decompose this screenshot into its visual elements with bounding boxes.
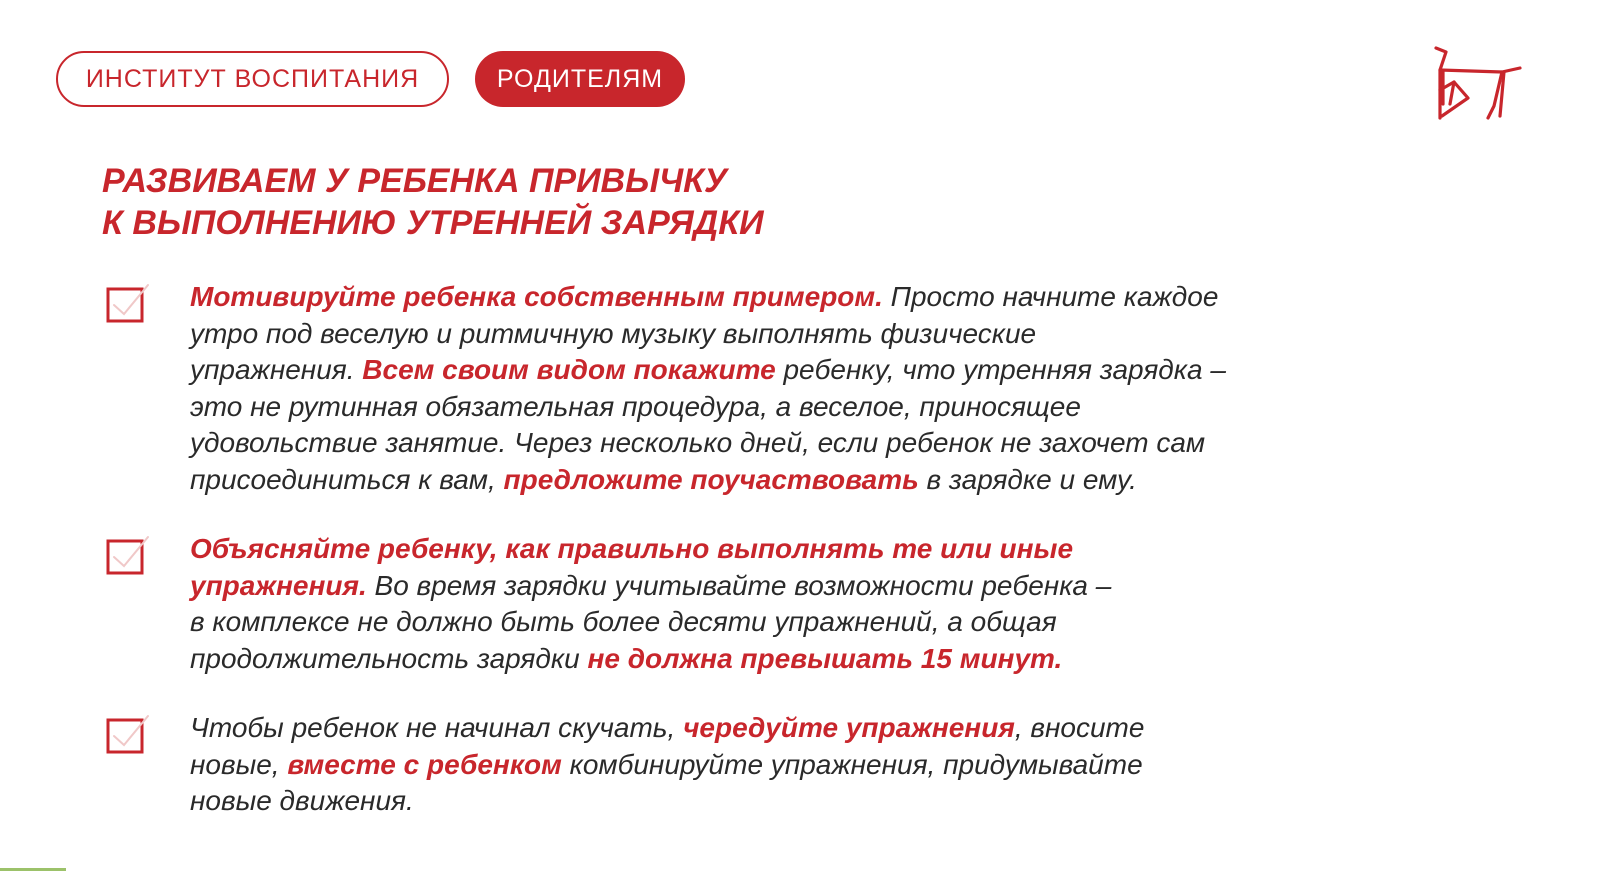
tip-text-part: Во время зарядки учитывайте возможности ребенка – [366,569,1112,601]
page-title-line: РАЗВИВАЕМ У РЕБЕНКА ПРИВЫЧКУ [102,162,728,200]
tip-text-part: новые, [190,748,288,780]
parents-badge: РОДИТЕЛЯМ [475,51,685,107]
horse-logo-icon [1420,42,1530,124]
tip-highlight: не должна превышать 15 минут. [587,642,1063,674]
tip-text-part: в комплексе не должно быть более десяти упражнений, а общая [190,606,1057,637]
tip-text-part: продолжительность зарядки [190,642,588,674]
checkbox-icon [106,283,150,323]
tip-text-part: Просто начните каждое [882,281,1219,312]
tip-text-part: утро под веселую и ритмичную музыку выполнять физические [190,317,1037,349]
tip-text-part: удовольствие занятие. Через несколько дней, если ребенок не захочет сам [190,427,1206,458]
tip-highlight: предложите поучаствовать [503,463,919,495]
tip-text [190,531,1390,677]
corner-mark [0,868,66,871]
tip-text-part: , вносите [1014,712,1145,743]
tip-text-part: комбинируйте упражнения, придумывайте [561,748,1143,780]
tip-text [190,710,1390,820]
tip-highlight: Объясняйте ребенку, как правильно выполнять те или иные [190,533,1074,564]
tip-text-part: это не рутинная обязательная процедура, а веселое, приносящее [190,390,1081,422]
tip-text-part: новые движения. [190,785,414,816]
tip-text [190,279,1390,498]
tip-highlight: упражнения. [190,569,367,601]
tip-highlight: чередуйте упражнения [683,712,1015,743]
tip-text-part: Чтобы ребенок не начинал скучать, [190,712,684,743]
checkbox-icon [106,714,150,754]
institute-badge: ИНСТИТУТ ВОСПИТАНИЯ [56,51,449,107]
tip-text-part: присоединиться к вам, [190,463,504,495]
tip-text-part: в зарядке и ему. [918,463,1137,495]
tip-text-part: упражнения. [190,354,363,385]
tip-text-part: ребенку, что утренняя зарядка – [775,354,1226,385]
page-title [102,160,764,244]
tip-highlight: Мотивируйте ребенка собственным примером. [190,281,883,312]
checkbox-icon [106,535,150,575]
tip-highlight: Всем своим видом покажите [362,354,776,385]
page-title-line: К ВЫПОЛНЕНИЮ УТРЕННЕЙ ЗАРЯДКИ [102,204,764,242]
tip-highlight: вместе с ребенком [287,748,562,780]
